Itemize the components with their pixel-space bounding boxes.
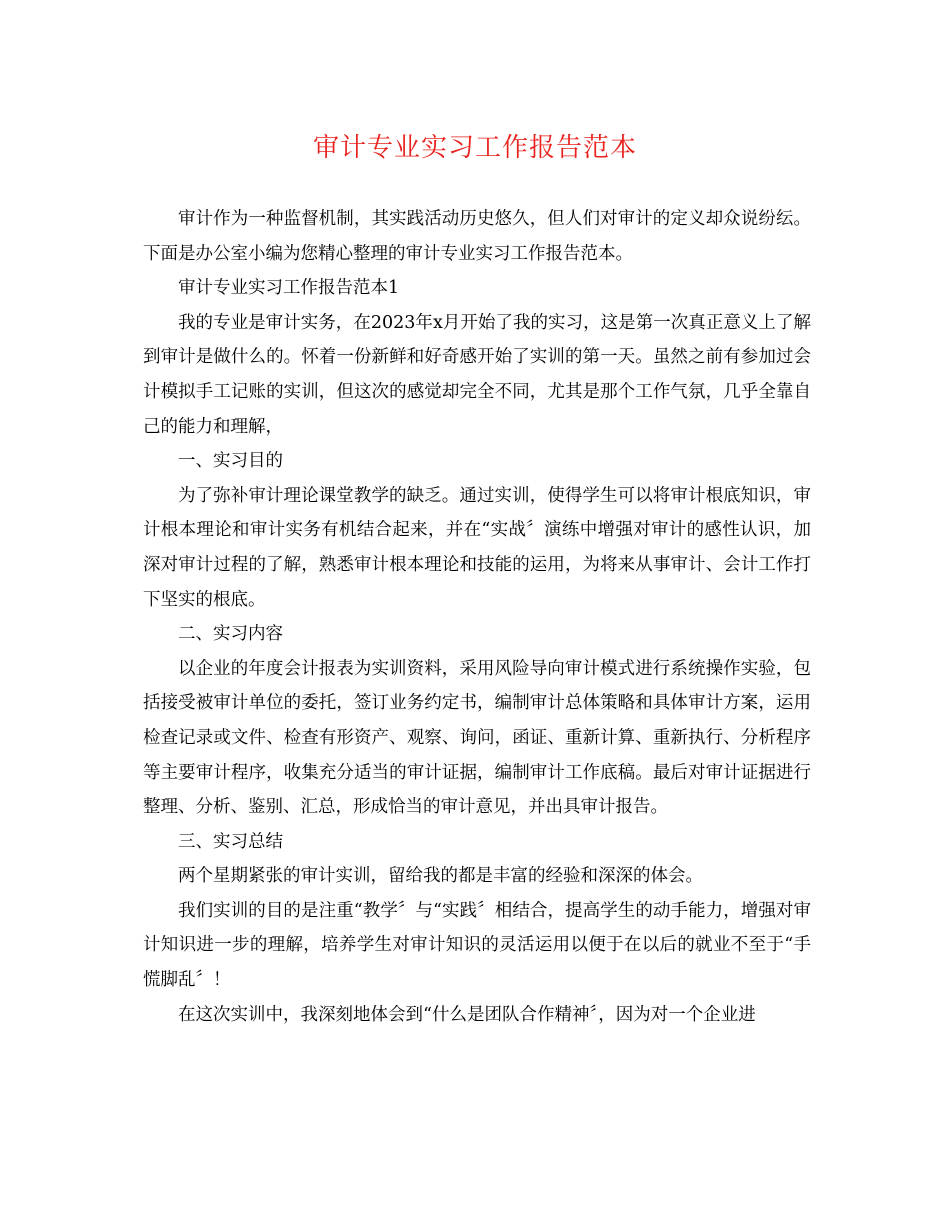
paragraph-summary-1: 两个星期紧张的审计实训，留给我的都是丰富的经验和深深的体会。	[178, 866, 703, 887]
document-title: 审计专业实习工作报告范本	[312, 133, 637, 163]
paragraph-heading-sample: 审计专业实习工作报告范本1	[178, 278, 400, 299]
paragraph-opening: 我的专业是审计实务，在2023年x月开始了我的实习，这是第一次真正意义上了解到审计是做什么的。怀着一份新鲜和好奇感开始了实训的第一天。虽然之前有参加过会计模拟手工记账的实训，但这次的感觉却完全不同，尤其是那个工作气氛，几乎全靠自己的能力和理解，	[143, 312, 811, 437]
paragraph-content: 以企业的年度会计报表为实训资料，采用风险导向审计模式进行系统操作实验，包括接受被审计单位的委托，签订业务约定书，编制审计总体策略和具体审计方案，运用检查记录或文件、检查有形资产、观察、询问，函证、重新计算、重新执行、分析程序等主要审计程序，收集充分适当的审计证据，编制审计工作底稿。最后对审计证据进行整理、分析、鉴别、汇总，形成恰当的审计意见，并出具审计报告。	[143, 658, 811, 818]
paragraph-intro: 审计作为一种监督机制，其实践活动历史悠久，但人们对审计的定义却众说纷纭。下面是办公室小编为您精心整理的审计专业实习工作报告范本。	[143, 209, 811, 264]
paragraph-summary-3: 在这次实训中，我深刻地体会到“什么是团队合作精神〞，因为对一个企业进	[178, 1004, 756, 1025]
paragraph-purpose: 为了弥补审计理论课堂教学的缺乏。通过实训，使得学生可以将审计根底知识，审计根本理论和审计实务有机结合起来，并在“实战〞演练中增强对审计的感性认识，加深对审计过程的了解，熟悉审计根本理论和技能的运用，为将来从事审计、会计工作打下坚实的根底。	[143, 485, 811, 610]
document-body	[143, 202, 811, 1032]
section-heading-summary: 三、实习总结	[178, 831, 283, 852]
section-heading-content: 二、实习内容	[178, 624, 283, 645]
paragraph-summary-2: 我们实训的目的是注重“教学〞与“实践〞相结合，提高学生的动手能力，增强对审计知识进一步的理解，培养学生对审计知识的灵活运用以便于在以后的就业不至于“手慌脚乱〞！	[143, 900, 811, 991]
section-heading-purpose: 一、实习目的	[178, 451, 283, 472]
